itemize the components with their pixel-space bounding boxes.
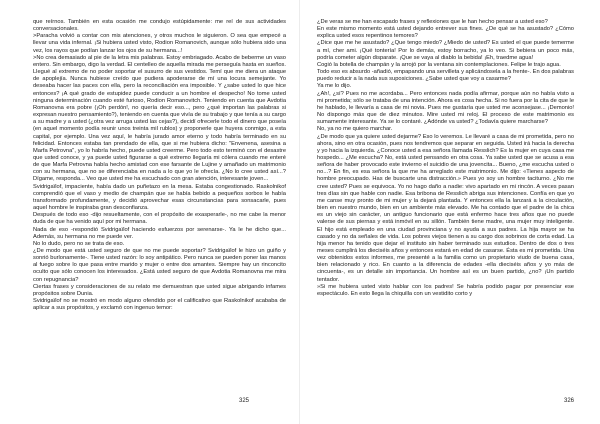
page-number-left: 325 — [238, 398, 249, 404]
paragraph: »Si me hubiera usted visto hablar con los padres! Se habría podido pagar por presenciar ese espectáculo. En esto llega la chiquilla con un vestidito corto y — [317, 283, 574, 297]
paragraph: ¿Ah!, ¿sí? Pues no me acordaba... Pero entonces nada podía afirmar, porque aún no había visto a mi prometida; sólo se trataba de una intención. Ahora es cosa hecha. Si no fuera por la cita de que le he hablado, le llevaría a casa de mi novia. Pues me gustaría que usted me aconsejase... ¡Demonio! No dispongo más que de diez minutos. Mire usted mi reloj. El proceso de este matrimonio es sumamente interesante. Ya se lo contaré. ¿Adónde va usted? ¿Todavía quiere marcharse? — [317, 90, 574, 126]
paragraph: Ya me lo dijo. — [317, 83, 352, 90]
paragraph: ¿Dice que me he asustado? ¿Que tengo miedo? ¿Miedo de usted? Es usted el que puede temerme a mí, cher ami. ¡Qué tontería! Por lo demás, estoy borracho, ya lo veo. Si bebiera un poco más, podría cometer algún disparate. ¡Que se vaya al diablo la bebida! ¡Eh, traedme agua! — [317, 40, 574, 61]
paragraph: Después de todo eso -dijo resueltamente, con el propósito de exasperarle-, no me cabe la menor duda de que ha venido aquí por mi hermana. — [33, 212, 286, 226]
paragraph: Ciertas frases y consideraciones de su relato me demuestran que usted sigue abrigando infames propósitos sobre Dunia. — [33, 283, 286, 297]
right-page — [300, 0, 600, 424]
paragraph: >Paracha volvió a contar con mis atenciones, y otros muchos le siguieron. O sea que empecé a llevar una vida infernal. ¡Si hubiera usted visto, Rodion Romanovich, aunque sólo hubiera sido una vez, los rayos que podían lanzar los ojos de su hermana...! — [33, 33, 286, 54]
paragraph: ¿De veras se me han escapado frases y reflexiones que le han hecho pensar a usted eso? — [317, 19, 548, 25]
paragraph: Svidrigaïlof no se mostró en modo alguno ofendido por el calificativo que Raskolnikof acababa de aplicar a sus propósitos, y exclamó con ingenuo temor: — [33, 298, 286, 312]
paragraph: Todo eso es absurdo -añadió, empapando una servilleta y aplicándosela a la frente-. En dos palabras puedo reducir a la nada sus suposiciones. ¿Sabe usted que voy a casarme? — [317, 69, 574, 83]
left-page-text — [33, 19, 286, 312]
paragraph: ¿De modo que está usted seguro de que no me puede soportar? Svidrigaïlof le hizo un guiño y sonrió burlonamente-. Tiene usted razón: lo soy antipático. Pero nunca se pueden poner las manos al fuego sobre lo que pasa entre marido y mujer o entre dos amantes. Siempre hay un rinconcito oculto que sólo conocen los interesados. ¿Está usted seguro de que Avdotia Romanovna me mira con repugnancia? — [33, 248, 286, 283]
paragraph: Cogió la botella de champán y la arrojó por la ventana sin contemplaciones. Felipe le trajo agua. — [317, 61, 561, 68]
paragraph: >No crea demasiado al pie de la letra mis palabras. Estoy embriagado. Acabo de beberme un vaso entero. Sin embargo, digo la verdad. El centelleo de aquella mirada me perseguía hasta en sueños. Llegué al extremo de no poder soportar el susurro de sus vestidos. Temí que me diera un ataque de apoplejía. Nunca hubiese creído que pudiera apoderarse de mí una locura semejante. Yo deseaba hacer las paces con ella, pero la reconciliación era imposible. Y ¿sabe usted lo que hice entonces? ¡A qué grado de estupidez puede conducir a un hombre el despecho! No tome usted ninguna determinación cuando esté furioso, Rodion Romanovitch. Teniendo en cuenta que Avdotia Romanovna era pobre (¡Oh perdón!, no quería decir eso..., pero ¿qué importan las palabras si expresan nuestro pensamiento?), teniendo en cuenta que vivía de su trabajo y que tenía a su cargo a su madre y a usted (¿otra vez arruga usted las cejas?), decidí ofrecerle todo el dinero que poseía (en aquel momento podía reunir unos treinta mil rublos) y proponerle que huyera conmigo, a esta capital, por ejemplo. Una vez aquí, le habría jurado amor eterno y todo habría terminado en su felicidad. Entonces estaba tan prendado de ella, que si me hubiera dicho: "Envenena, asesina a Marfa Petrovna", yo lo habría hecho, puede usted creerme. Pero todo esto terminó con el desastre que usted conoce, y ya puede usted figurarse a qué extremo llegaría mi cólera cuando me enteré de que Marfa Petrovna había hecho amistad con ese farsante de Lujine y amañado un matrimonio con su hermana, que no se diferenciaba en nada a lo que yo le ofrecía. ¿No lo cree usted así...? Dígame, responda... Veo que usted me ha escuchado con gran atención, interesante joven... — [33, 54, 286, 183]
paragraph: ¿De modo que ya quiere usted dejarme? Eso lo veremos. Le llevaré a casa de mi prometida, pero no ahora, sino en otra ocasión, pues nos tendremos que separar en seguida. Usted irá hacia la derecha y yo hacia la izquierda. ¿Conoce usted a esa señora llamada Resslich? Es la mujer en cuya casa me hospedo... ¿Me escucha? No, está usted pensando en otra cosa. Ya sabe usted que se acusa a esa señora de haber provocado este invierno el suicidio de una jovencita... Bueno, ¿me escucha usted o no...? En fin, es esa señora la que me ha arreglado este matrimonio. Me dijo: «Tienes aspecto de hombre preocupado. Has de buscarte una distracción.» Pues yo soy un hombre taciturno. ¿No me cree usted? Pues se equivoca. Yo no hago daño a nadie: vivo apartado en mi rincón. A veces pasan tres días sin que hable con nadie. Esa bribona de Resslich abriga sus intenciones. Confía en que yo me canse muy pronto de mi mujer y la dejará plantada. Y entonces ella la lanzará a la circulación, bien en nuestro mundo, bien en un ambiente más elevado. Me ha contado que el padre de la chica es un viejo sin carácter, un antiguo funcionario que está enfermo hace tres años que no puede valerse de sus piernas y está inmóvil en su sillón. También tiene madre, una mujer muy inteligente. El hijo está empleado en una ciudad provinciana y no ayuda a sus padres. La hija mayor se ha casado y no da señales de vida. Los pobres viejos tienen a su cargo dos sobrinos de corta edad. La hija menor ha tenido que dejar el instituto sin haber terminado sus estudios. Dentro de dos o tres meses cumplirá los dieciséis años y entonces estará en edad de casarse. Ésta es mi prometida. Una vez obtenidos estos informes, me presenté a la familia como un propietario viudo de buena casa, bien relacionado y rico. En cuanto a la diferencia de edades -ella dieciséis años y yo más de cincuenta-, es un detalle sin importancia. Un hombre así es un buen partido, ¿no? ¡Un partido tentador. — [317, 133, 574, 283]
paragraph: No lo dudo, pero no se trata de eso. — [33, 240, 125, 247]
right-page-text — [317, 19, 574, 298]
page-number-right: 326 — [563, 398, 574, 404]
paragraph: Svidrigaïlof, impaciente, había dado un puñetazo en la mesa. Estaba congestionado. Raskolnikof comprendió que el vaso y medio de champán que se había bebido a pequeños sorbos le había transformado profundamente, y decidió aprovechar esas circunstancias para sonsacarle, pues aquel hombre le inspiraba gran desconfianza. — [33, 183, 286, 212]
paragraph: No, ya no me quiero marchar. — [317, 126, 393, 133]
paragraph: En este mismo momento está usted dejando entrever sus fines. ¿De qué se ha asustado? ¿Cómo explica usted esos repentinos temores? — [317, 26, 574, 40]
paragraph: Nada de eso -respondió Svidrigaïlof haciendo esfuerzos por serenarse-. Ya le he dicho que... Además, su hermana no me puede ver. — [33, 226, 286, 240]
paragraph: que reírnos. También en esta ocasión me condujo estúpidamente: me reí de sus actividades conversacionales. — [33, 19, 286, 33]
